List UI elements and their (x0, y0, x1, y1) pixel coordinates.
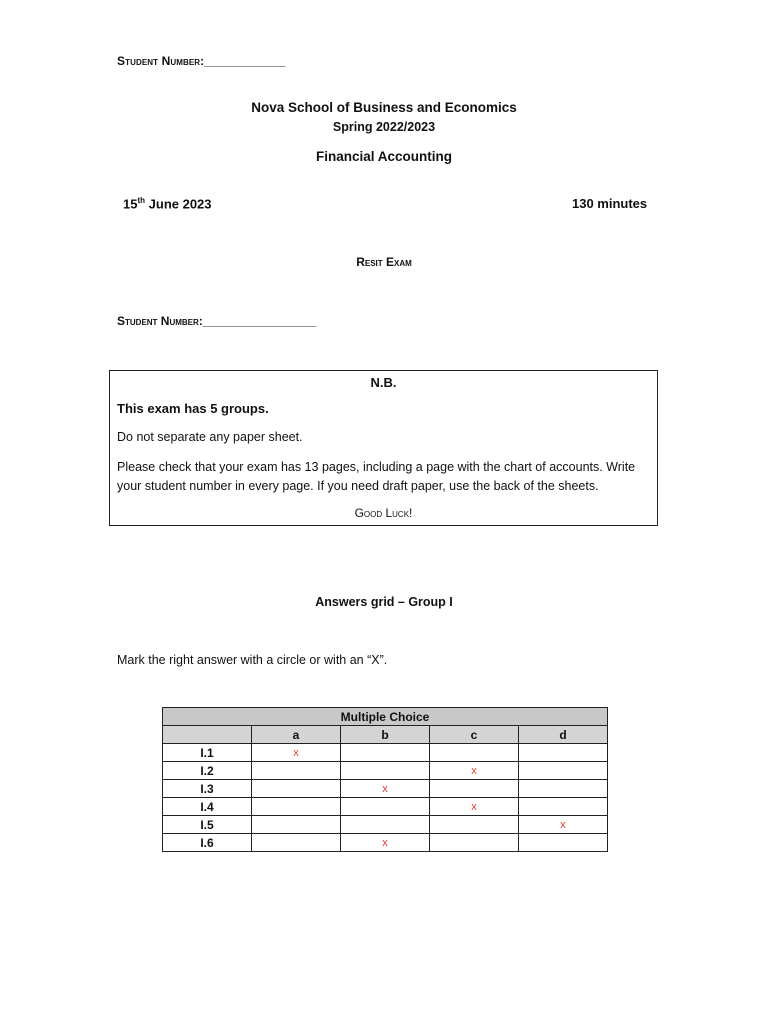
notice-separate: Do not separate any paper sheet. (117, 430, 303, 444)
answer-cell[interactable] (519, 780, 608, 798)
answer-cell[interactable] (252, 834, 341, 852)
table-header-row (163, 726, 608, 744)
student-number-field: Student Number:_________________ (117, 314, 317, 328)
answer-cell[interactable]: x (430, 798, 519, 816)
answers-instruction: Mark the right answer with a circle or with an “X”. (117, 653, 388, 667)
course-title: Financial Accounting (315, 149, 452, 164)
table-caption: Multiple Choice (163, 708, 608, 726)
answers-grid-table (162, 707, 608, 852)
table-row (163, 762, 608, 780)
exam-date-day: 15 (123, 196, 138, 212)
answer-cell[interactable]: x (519, 816, 608, 834)
answer-cell[interactable]: x (341, 780, 430, 798)
answer-cell[interactable] (252, 780, 341, 798)
notice-check-pages: Please check that your exam has 13 pages, including a page with the chart of accounts. Write your student number in every page. If you need draft paper, use the back of the sheets. (117, 460, 636, 493)
answer-cell[interactable] (252, 798, 341, 816)
term-label: Spring 2022/2023 (332, 120, 436, 134)
answer-cell[interactable] (519, 762, 608, 780)
exam-date-suffix: th (137, 196, 146, 205)
institution-name: Nova School of Business and Economics (251, 100, 517, 115)
table-row (163, 798, 608, 816)
row-label: I.1 (163, 744, 252, 762)
student-number-field-top: Student Number:____________ (117, 54, 286, 68)
row-label: I.3 (163, 780, 252, 798)
exam-date (123, 196, 212, 211)
answer-cell[interactable] (252, 762, 341, 780)
table-row (163, 834, 608, 852)
answer-cell[interactable]: x (430, 762, 519, 780)
column-header-c: c (430, 726, 519, 744)
row-label: I.5 (163, 816, 252, 834)
table-caption-row (163, 708, 608, 726)
answer-cell[interactable] (430, 834, 519, 852)
row-label: I.2 (163, 762, 252, 780)
answer-cell[interactable] (341, 798, 430, 816)
answer-cell[interactable] (252, 816, 341, 834)
answer-cell[interactable] (341, 762, 430, 780)
table-header-blank (163, 726, 252, 744)
answer-cell[interactable] (341, 744, 430, 762)
notice-box (109, 370, 658, 526)
row-label: I.6 (163, 834, 252, 852)
answers-grid-heading: Answers grid – Group I (315, 595, 453, 609)
answer-cell[interactable] (430, 816, 519, 834)
column-header-b: b (341, 726, 430, 744)
exam-duration: 130 minutes (572, 196, 648, 211)
answer-cell[interactable]: x (252, 744, 341, 762)
notice-title: N.B. (370, 375, 397, 390)
row-label: I.4 (163, 798, 252, 816)
column-header-d: d (519, 726, 608, 744)
answer-cell[interactable] (430, 780, 519, 798)
table-row (163, 816, 608, 834)
exam-type: Resit Exam (356, 255, 412, 269)
notice-groups: This exam has 5 groups. (117, 401, 269, 416)
column-header-a: a (252, 726, 341, 744)
answer-cell[interactable] (341, 816, 430, 834)
table-row (163, 744, 608, 762)
exam-date-rest: June 2023 (145, 196, 212, 212)
answer-cell[interactable]: x (341, 834, 430, 852)
notice-good-luck: Good Luck! (354, 506, 413, 520)
table-row (163, 780, 608, 798)
answer-cell[interactable] (430, 744, 519, 762)
answer-cell[interactable] (519, 744, 608, 762)
answer-cell[interactable] (519, 834, 608, 852)
answer-cell[interactable] (519, 798, 608, 816)
